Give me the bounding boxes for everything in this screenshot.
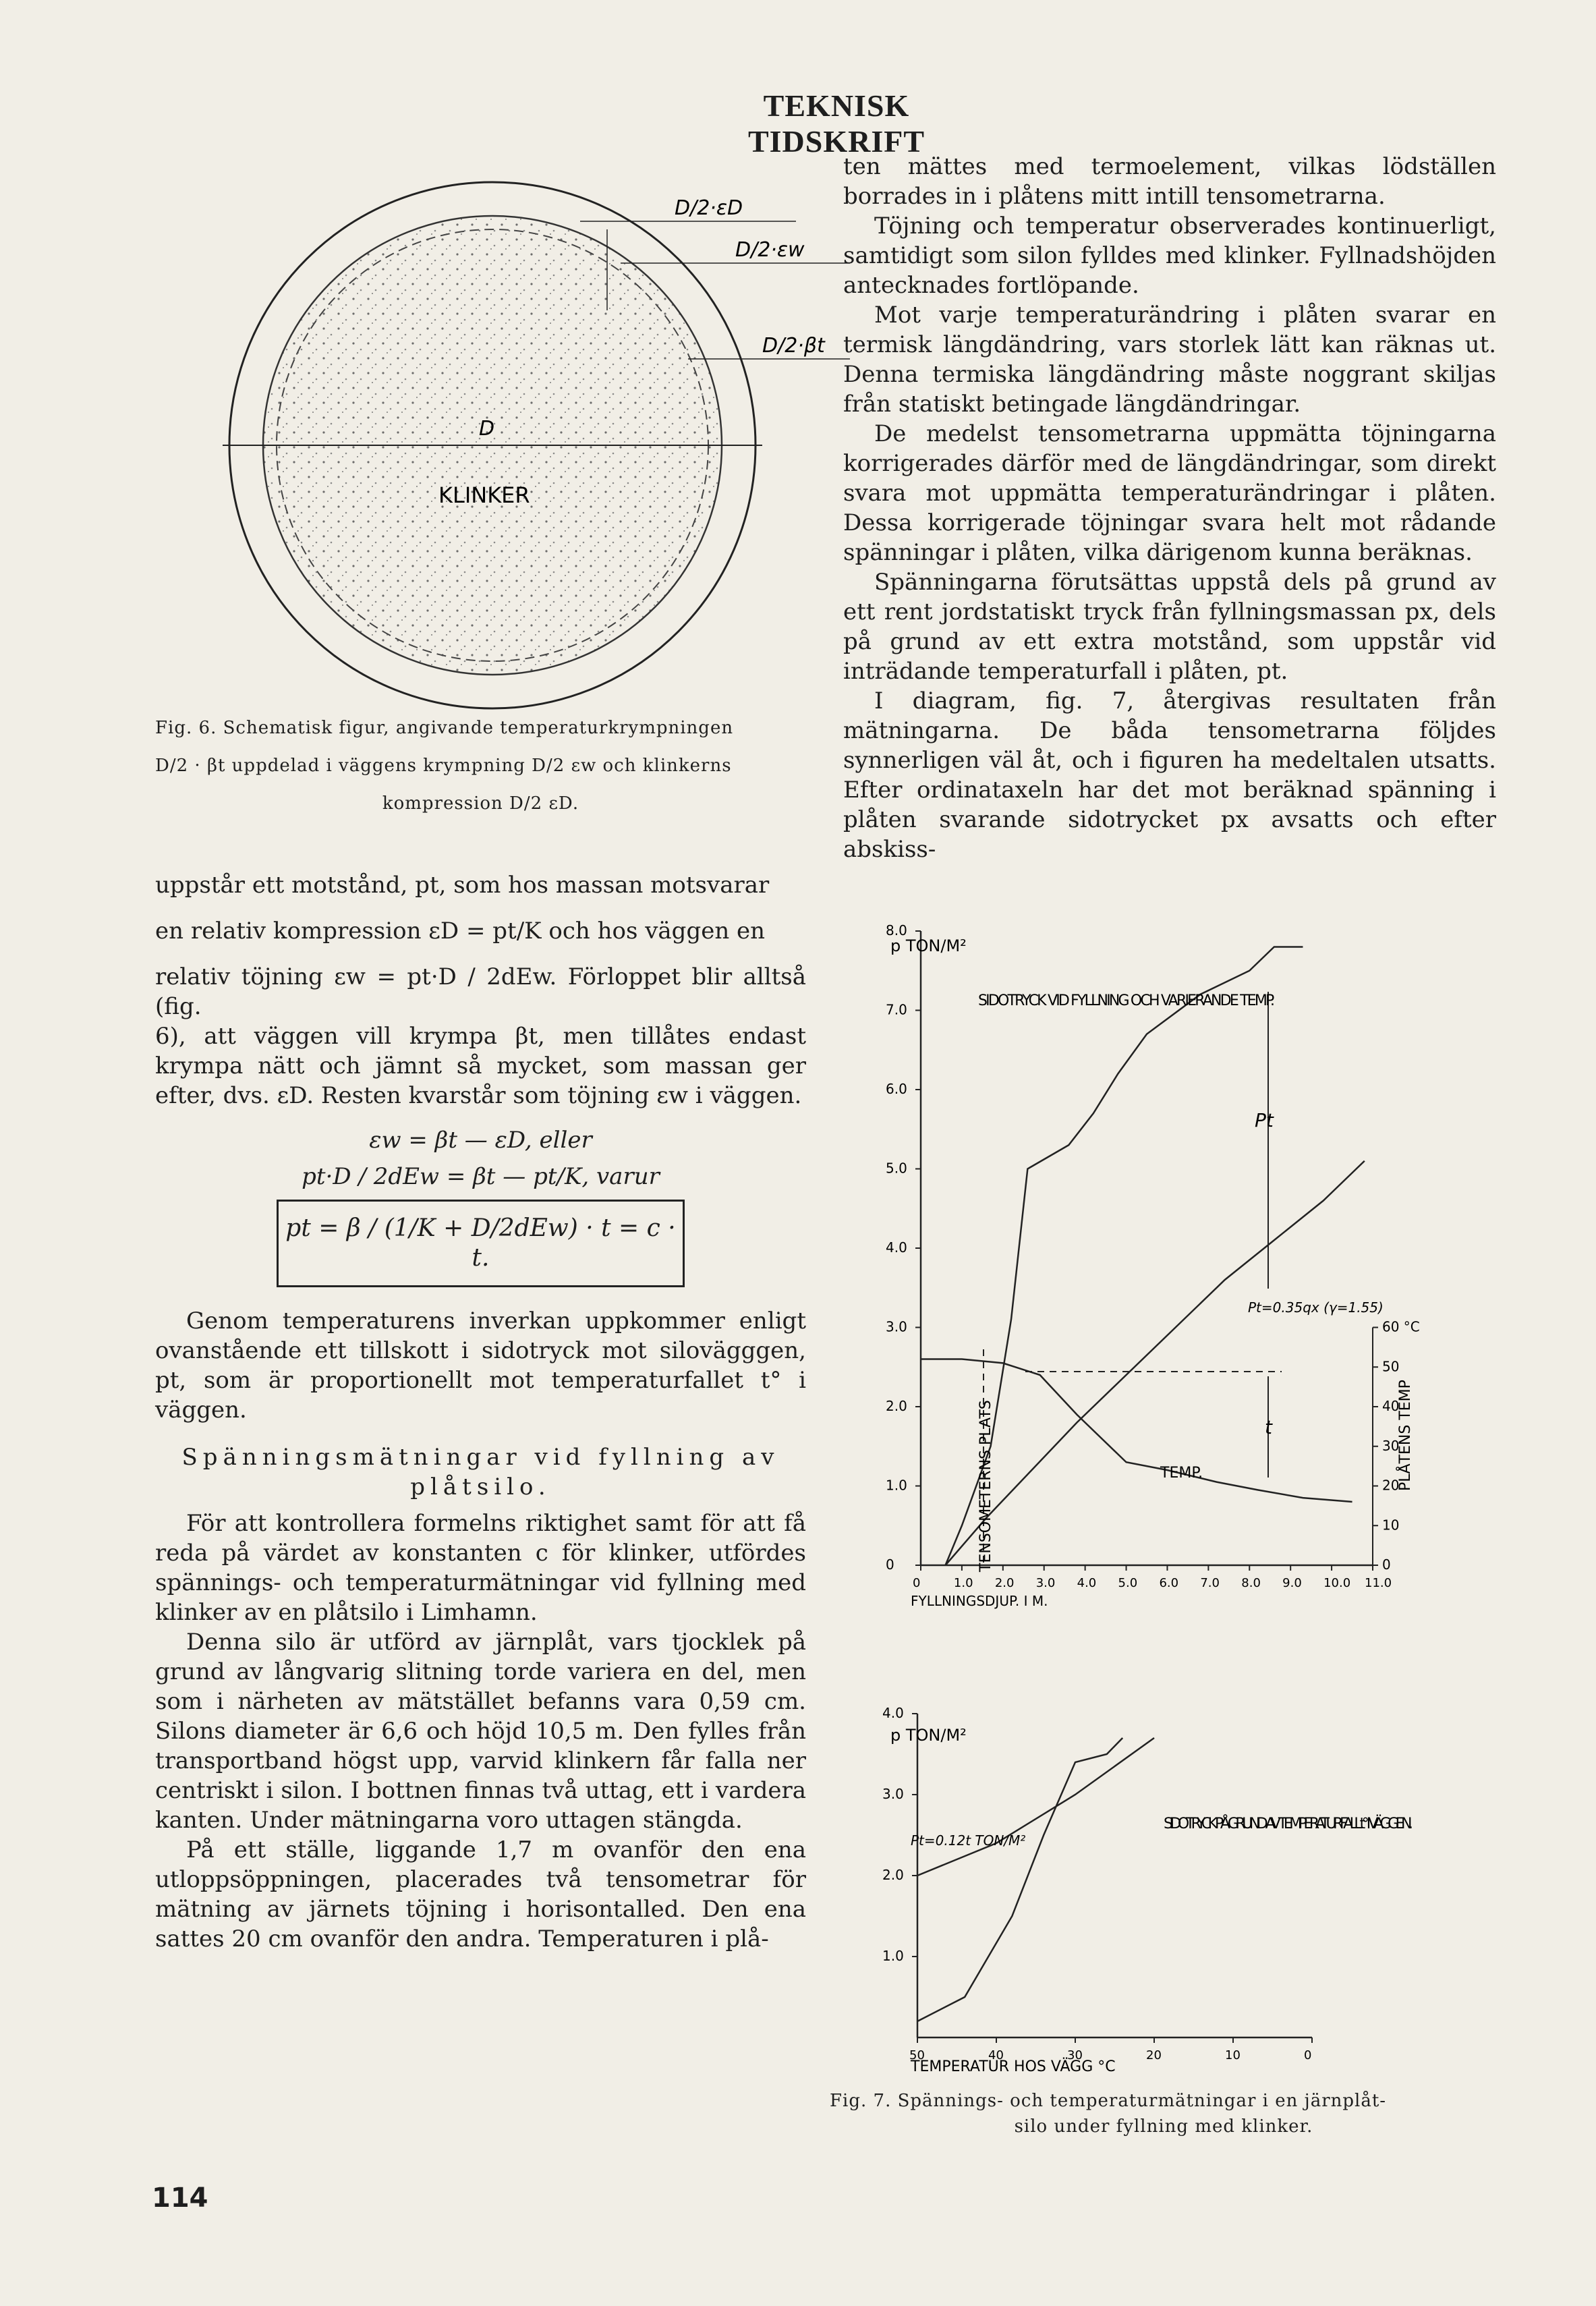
label-eps-d: D/2·εD	[675, 196, 743, 220]
fig6-caption	[155, 715, 806, 816]
chart2-ylabel: p TON/M²	[890, 1726, 967, 1745]
fig7-caption	[830, 2088, 1498, 2139]
y-tick-label: 8.0	[886, 922, 907, 938]
equation-2: pt·D / 2dEw = βt — pt/K, varur	[302, 1163, 660, 1190]
x-tick-label: 4.0	[1077, 1576, 1097, 1590]
chart1-annot-pt: Pt	[1255, 1109, 1274, 1131]
right-paragraph-5: Spänningarna förutsättas uppstå dels på grund av ett rent jordstatiskt tryck från fyllningsmassan px, dels på grund av ett extra motstånd, som uppstår vid inträdande temperaturfall i plåten, pt.	[843, 569, 1496, 685]
fig7-caption-line1: Fig. 7. Spännings- och temperaturmätningar i en järnplåt-	[830, 2091, 1387, 2111]
klinker-label: KLINKER	[438, 482, 530, 508]
y-tick-label: 1.0	[886, 1477, 907, 1494]
label-eps-w: D/2·εw	[735, 238, 805, 262]
y-tick-label: 3.0	[882, 1786, 904, 1802]
x-tick-label: 10	[1225, 2048, 1241, 2062]
left-paragraph-7: Denna silo är utförd av järnplåt, vars tjocklek på grund av långvarig slitning torde variera en del, men som i närheten av mätstället befanns vara 0,59 cm. Silons diameter är 6,6 och höjd 10,5 m. Den fylles från transportband högst upp, varvid klinkern får falla ner centriskt i silon. I bottnen finnas två uttag, ett i vardera kanten. Under mätningarna voro uttagen stängda.	[155, 1629, 806, 1834]
left-paragraph-2: en relativ kompression εD = pt/K och hos väggen en	[155, 918, 766, 945]
chart1-y2label: PLÅTENS TEMP	[1397, 1380, 1414, 1491]
chart1-ylabel: p TON/M²	[890, 936, 967, 955]
left-paragraph-1: uppstår ett motstånd, pt, som hos massan motsvarar	[155, 872, 770, 899]
boxed-formula: pt = β / (1/K + D/2dEw) · t = c · t.	[277, 1200, 685, 1287]
chart1-xlabel: FYLLNINGSDJUP. I M.	[911, 1593, 1048, 1609]
page-number: 114	[152, 2183, 208, 2214]
series-line-measured	[946, 947, 1303, 1566]
x-tick-label: 6.0	[1159, 1576, 1179, 1590]
x-tick-label: 5.0	[1118, 1576, 1138, 1590]
chart1-annot-temp: TEMP.	[1160, 1465, 1203, 1482]
chart1-annot-tensometer: TENSOMETERNS PLATS	[977, 1400, 994, 1572]
x-tick-label: 0	[913, 1576, 921, 1590]
y-tick-label: 7.0	[886, 1001, 907, 1018]
section-heading-line2: plåtsilo.	[410, 1473, 551, 1500]
right-paragraph-1: ten mättes med termoelement, vilkas lödställen borrades in i plåtens mitt intill tensometrarna.	[843, 153, 1496, 210]
chart2-xlabel: TEMPERATUR HOS VÄGG °C	[911, 2058, 1116, 2075]
chart-2	[870, 1693, 1430, 2078]
chart2-title: SIDOTRYCK PÅ GRUND AV TEMPERATURFALL t° I VÄGGEN.	[1164, 1816, 1413, 1832]
y2-tick-label: 40	[1382, 1398, 1400, 1414]
y-tick-label: 6.0	[886, 1081, 907, 1097]
y2-tick-label: 10	[1382, 1517, 1400, 1534]
x-tick-label: 50	[909, 2048, 925, 2062]
y-tick-label: 2.0	[882, 1867, 904, 1883]
series-line-px	[946, 1161, 1365, 1565]
y-tick-label: 2.0	[886, 1398, 907, 1414]
x-tick-label: 10.0	[1323, 1576, 1351, 1590]
left-paragraph-3: relativ töjning εw = pt·D / 2dEw. Förloppet blir alltså (fig.	[155, 963, 806, 1020]
x-tick-label: 11.0	[1365, 1576, 1392, 1590]
x-tick-label: 40	[988, 2048, 1004, 2062]
chart1-annot-t: t	[1265, 1416, 1272, 1438]
x-tick-label: 7.0	[1200, 1576, 1220, 1590]
left-paragraph-4: 6), att väggen vill krympa βt, men tillåtes endast krympa nätt och jämnt så mycket, som massan ger efter, dvs. εD. Resten kvarstår som töjning εw i väggen.	[155, 1023, 806, 1109]
series-line-measured	[917, 1738, 1122, 2021]
journal-header: TEKNISK TIDSKRIFT	[747, 88, 925, 159]
right-column	[843, 152, 1496, 864]
fig6-caption-line1: Fig. 6. Schematisk figur, angivande temperaturkrympningen	[155, 718, 734, 738]
fig6-diagram	[202, 162, 850, 715]
left-paragraph-6: För att kontrollera formelns riktighet samt för att få reda på värdet av konstanten c för klinker, utfördes spännings- och temperaturmätningar vid fyllning med klinker av en plåtsilo i Limhamn.	[155, 1510, 806, 1626]
y2-tick-label: 50	[1382, 1358, 1400, 1375]
x-tick-label: 9.0	[1282, 1576, 1302, 1590]
section-heading-line1: Spänningsmätningar vid fyllning av	[181, 1444, 780, 1471]
y-tick-label: 3.0	[886, 1318, 907, 1335]
y2-tick-label: 0	[1382, 1556, 1391, 1573]
chart-1	[870, 911, 1430, 1612]
chart1-annot-formula: Pt=0.35qx (γ=1.55)	[1248, 1299, 1384, 1316]
left-paragraph-8: På ett ställe, liggande 1,7 m ovanför den ena utloppsöppningen, placerades två tensometrar för mätning av järnets töjning i horisontalled. Den ena sattes 20 cm ovanför den andra. Temperaturen i plå-	[155, 1836, 806, 1952]
y2-tick-label: 60 °C	[1382, 1318, 1420, 1335]
y2-tick-label: 20	[1382, 1477, 1400, 1494]
diameter-label: D	[479, 417, 495, 441]
y-tick-label: 1.0	[882, 1948, 904, 1964]
label-beta-t: D/2·βt	[762, 334, 825, 358]
fig6-caption-line3: kompression D/2 εD.	[382, 793, 579, 814]
y-tick-label: 0	[886, 1556, 894, 1573]
y2-tick-label: 30	[1382, 1437, 1400, 1454]
left-paragraph-5: Genom temperaturens inverkan uppkommer enligt ovanstående ett tillskott i sidotryck mot silovägggen, pt, som är proportionellt mot temperaturfallet t° i väggen.	[155, 1307, 806, 1424]
y-tick-label: 4.0	[882, 1705, 904, 1721]
right-paragraph-6: I diagram, fig. 7, återgivas resultaten från mätningarna. De båda tensometrarna följdes synnerligen väl åt, och i figuren ha medeltalen utsatts. Efter ordinataxeln har det mot beräknad spänning i plåten svarande sidotrycket px avsatts och efter abskiss-	[843, 687, 1496, 863]
right-paragraph-4: De medelst tensometrarna uppmätta töjningarna korrigerades därför med de längdändringar, som direkt svara mot uppmätta temperaturändringar i plåten. Dessa korrigerade töjningar svara helt mot rådande spänningar i plåten, vilka därigenom kunna beräknas.	[843, 420, 1496, 566]
chart1-title: SIDOTRYCK VID FYLLNING OCH VARIERANDE TEMP.	[978, 992, 1275, 1009]
y-tick-label: 4.0	[886, 1239, 907, 1256]
y-tick-label: 5.0	[886, 1160, 907, 1177]
fig6-caption-line2: D/2 · βt uppdelad i väggens krympning D/2 εw och klinkerns	[155, 756, 732, 776]
equation-1: εw = βt — εD, eller	[369, 1127, 592, 1154]
x-tick-label: 0	[1304, 2048, 1312, 2062]
x-tick-label: 8.0	[1241, 1576, 1261, 1590]
right-paragraph-3: Mot varje temperaturändring i plåten svarar en termisk längdändring, vars storlek lätt kan räknas ut. Denna termiska längdändring måste noggrant skiljas från statiskt betingade längdändringar.	[843, 302, 1496, 418]
x-tick-label: 20	[1146, 2048, 1162, 2062]
x-tick-label: 30	[1067, 2048, 1083, 2062]
x-tick-label: 2.0	[994, 1576, 1015, 1590]
fig7-caption-line2: silo under fyllning med klinker.	[1014, 2116, 1313, 2137]
x-tick-label: 1.0	[953, 1576, 973, 1590]
right-paragraph-2: Töjning och temperatur observerades kontinuerligt, samtidigt som silon fylldes med klinker. Fyllnadshöjden antecknades fortlöpande.	[843, 213, 1496, 299]
x-tick-label: 3.0	[1035, 1576, 1056, 1590]
left-column	[155, 870, 806, 1954]
chart2-annot-formula: Pt=0.12t TON/M²	[911, 1832, 1026, 1849]
